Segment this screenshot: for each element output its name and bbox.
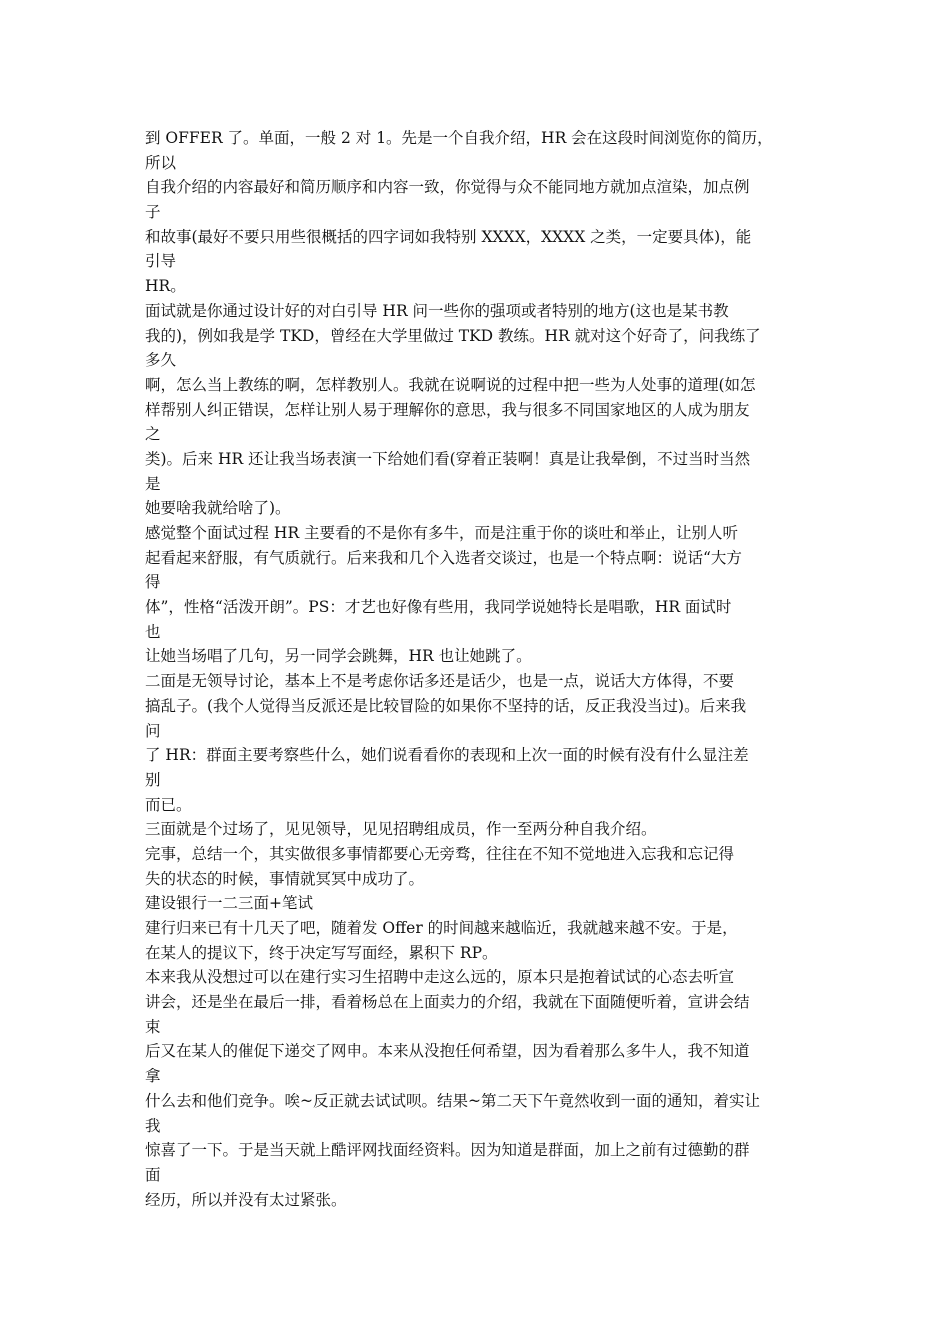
text-line: 什么去和他们竞争。唉~反正就去试试呗。结果~第二天下午竟然收到一面的通知，着实让 (145, 1091, 760, 1110)
text-line: 而已。 (145, 795, 192, 814)
text-line: HR。 (145, 277, 186, 296)
text-line: 面 (145, 1165, 161, 1184)
text-line: 面试就是你通过设计好的对白引导 HR 问一些你的强项或者特别的地方(这也是某书教 (145, 301, 729, 320)
text-line: 类)。后来 HR 还让我当场表演一下给她们看(穿着正装啊！真是让我晕倒，不过当时当然 (145, 449, 751, 468)
text-line: 我 (145, 1116, 161, 1135)
text-line: 自我介绍的内容最好和简历顺序和内容一致，你觉得与众不能同地方就加点渲染，加点例 (145, 178, 750, 197)
text-line: 到 OFFER 了。单面，一般 2 对 1。先是一个自我介绍，HR 会在这段时间浏览你的简历， (145, 129, 773, 147)
text-line: 子 (145, 203, 161, 222)
text-line: 啊，怎么当上教练的啊，怎样教别人。我就在说啊说的过程中把一些为人处事的道理(如怎 (145, 375, 756, 394)
text-line: 在某人的提议下，终于决定写写面经，累积下 RP。 (145, 943, 498, 962)
text-line: 是 (145, 474, 161, 493)
text-line: 之 (145, 425, 161, 444)
text-line: 样帮别人纠正错误，怎样让别人易于理解你的意思，我与很多不同国家地区的人成为朋友 (145, 400, 750, 419)
text-line: 所以 (145, 153, 177, 172)
text-line: 完事，总结一个，其实做很多事情都要心无旁骛，往往在不知不觉地进入忘我和忘记得 (145, 844, 735, 863)
text-line: 二面是无领导讨论，基本上不是考虑你话多还是话少，也是一点，说话大方体得，不要 (145, 672, 735, 691)
text-line: 建设银行一二三面+笔试 (145, 894, 313, 913)
text-line: 失的状态的时候，事情就冥冥中成功了。 (145, 869, 425, 888)
text-line: 感觉整个面试过程 HR 主要看的不是你有多牛，而是注重于你的谈吐和举止，让别人听 (145, 524, 739, 542)
text-line: 让她当场唱了几句，另一同学会跳舞，HR 也让她跳了。 (145, 647, 532, 666)
text-line: 搞乱子。(我个人觉得当反派还是比较冒险的如果你不坚持的话，反正我没当过)。后来我 (145, 696, 747, 715)
text-line: 引导 (145, 252, 177, 271)
text-line: 了 HR：群面主要考察些什么，她们说看看你的表现和上次一面的时候有没有什么显注差 (145, 746, 749, 765)
text-line: 别 (145, 770, 161, 789)
text-line: 和故事(最好不要只用些很概括的四字词如我特别 XXXX，XXXX 之类，一定要具体)，能 (145, 227, 752, 246)
text-line: 体”，性格“活泼开朗”。PS：才艺也好像有些用，我同学说她特长是唱歌，HR 面试时 (145, 598, 732, 617)
text-line: 多久 (145, 351, 177, 370)
text-line: 三面就是个过场了，见见领导，见见招聘组成员，作一至两分种自我介绍。 (145, 820, 657, 839)
text-line: 起看起来舒服，有气质就行。后来我和几个入选者交谈过，也是一个特点啊：说话“大方 (145, 548, 742, 567)
text-line: 束 (145, 1017, 161, 1036)
text-line: 她要啥我就给啥了)。 (145, 499, 291, 518)
text-line: 建行归来已有十几天了吧，随着发 Offer 的时间越来越临近，我就越来越不安。于是， (145, 919, 738, 937)
text-line: 拿 (145, 1067, 161, 1086)
text-line: 惊喜了一下。于是当天就上酷评网找面经资料。因为知道是群面，加上之前有过德勤的群 (145, 1141, 750, 1160)
text-line: 后又在某人的催促下递交了网申。本来从没抱任何希望，因为看着那么多牛人，我不知道 (145, 1042, 750, 1061)
document-body (145, 126, 815, 1212)
text-line: 本来我从没想过可以在建行实习生招聘中走这么远的，原本只是抱着试试的心态去听宣 (145, 968, 735, 987)
text-line: 问 (145, 721, 161, 740)
text-line: 得 (145, 573, 161, 592)
text-line: 也 (145, 622, 161, 641)
text-line: 经历，所以并没有太过紧张。 (145, 1190, 347, 1209)
text-line: 我的)，例如我是学 TKD，曾经在大学里做过 TKD 教练。HR 就对这个好奇了，问我练了 (145, 326, 761, 345)
text-line: 讲会，还是坐在最后一排，看着杨总在上面卖力的介绍，我就在下面随便听着，宣讲会结 (145, 993, 750, 1012)
